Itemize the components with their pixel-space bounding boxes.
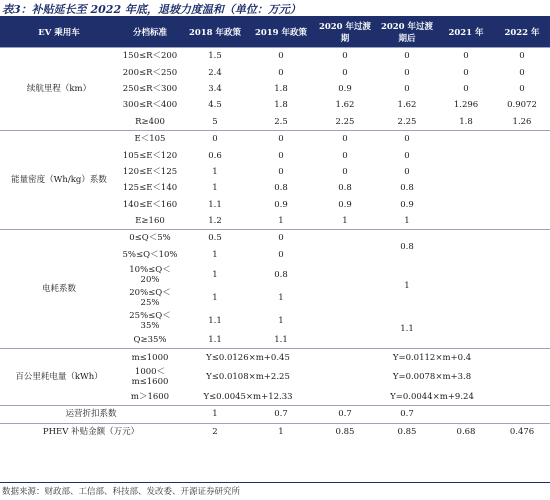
empty-cell	[494, 197, 550, 213]
value-cell: 2.5	[274, 116, 288, 127]
source-note: 数据来源：财政部、工信部、科技部、发改委、开源证券研究所	[2, 487, 241, 497]
value-cell: 1	[278, 292, 284, 303]
formula-cell: Y=0.0078×m+3.8	[392, 372, 472, 383]
value-cell: 0.85	[376, 423, 438, 440]
value-cell: 0	[404, 67, 410, 78]
value-cell: 1	[212, 166, 218, 177]
tier-cell: 0≤Q＜5%	[118, 230, 182, 247]
empty-cell	[314, 286, 376, 309]
value-cell: 0.8	[274, 183, 288, 194]
value-cell: 1.62	[335, 100, 355, 111]
formula-cell: Y=0.0112×m+0.4	[314, 349, 550, 366]
empty-cell	[314, 247, 376, 263]
value-cell: 3.4	[208, 83, 222, 94]
value-cell: 5	[212, 116, 218, 127]
merged-value-cell: 0.8	[376, 230, 438, 263]
category-label: PHEV 补贴金额（万元）	[0, 423, 182, 440]
value-cell: 0	[463, 67, 469, 78]
tier-cell: 5%≤Q＜10%	[122, 249, 178, 260]
value-cell: 0	[376, 48, 438, 65]
value-cell: 2.25	[335, 116, 355, 127]
value-cell: 0.8	[274, 269, 288, 280]
tier-cell: 150≤R＜200	[118, 48, 182, 65]
tier-cell: 25%≤Q＜35%	[129, 310, 171, 331]
value-cell: 0.6	[208, 150, 222, 161]
table-bottom-rule	[0, 482, 550, 483]
empty-cell	[494, 332, 550, 349]
empty-cell	[438, 286, 494, 309]
value-cell: 0	[376, 130, 438, 147]
value-cell: 0.7	[248, 406, 314, 423]
empty-cell	[494, 247, 550, 263]
header-cell: 2019 年政策	[248, 18, 314, 48]
tier-cell: R≥400	[135, 116, 165, 127]
value-cell: 1.5	[182, 48, 248, 65]
value-cell: 1	[212, 183, 218, 194]
tier-cell: m≤1000	[118, 349, 182, 366]
value-cell: 0.8	[400, 183, 414, 194]
value-cell: 0.9	[400, 199, 414, 210]
merged-value-cell: 1.1	[400, 323, 414, 334]
tier-cell: 250≤R＜300	[122, 83, 178, 94]
value-cell: 1	[212, 292, 218, 303]
table-row	[0, 230, 550, 247]
value-cell: 4.5	[208, 100, 222, 111]
value-cell: 0	[519, 67, 525, 78]
value-cell: 1.8	[274, 100, 288, 111]
value-cell: 1.1	[274, 335, 288, 346]
empty-cell	[438, 197, 494, 213]
value-cell: 0	[404, 83, 410, 94]
value-cell: 2	[182, 423, 248, 440]
table-row	[0, 423, 550, 440]
table-row	[0, 130, 550, 147]
value-cell: 1.2	[208, 216, 222, 227]
empty-cell	[494, 130, 550, 147]
value-cell: 0.8	[338, 183, 352, 194]
subsidy-table	[0, 18, 550, 440]
value-cell: 1.8	[459, 116, 473, 127]
empty-cell	[314, 263, 376, 286]
header-row	[0, 18, 550, 48]
empty-cell	[438, 309, 494, 332]
value-cell: 2.4	[208, 67, 222, 78]
empty-cell	[494, 406, 550, 423]
header-cell: 2021 年	[438, 18, 494, 48]
value-cell: 1	[182, 406, 248, 423]
value-cell: 0	[438, 48, 494, 65]
merged-value-cell: 1	[404, 281, 410, 292]
empty-cell	[438, 180, 494, 196]
value-cell: 1.1	[208, 199, 222, 210]
tier-cell: 20%≤Q＜25%	[129, 287, 171, 308]
value-cell: 1.26	[512, 116, 532, 127]
tier-cell: 1000＜m≤1600	[131, 367, 169, 388]
header-cell: 2020 年过渡期	[314, 18, 376, 48]
empty-cell	[494, 309, 550, 332]
value-cell: 0	[404, 166, 410, 177]
tier-cell: m＞1600	[130, 392, 170, 403]
tier-cell: 10%≤Q＜20%	[129, 264, 171, 285]
value-cell: 0	[278, 150, 284, 161]
tier-cell: 125≤E＜140	[122, 183, 178, 194]
value-cell: 0.85	[314, 423, 376, 440]
formula-cell: Y≤0.0045×m+12.33	[203, 392, 293, 403]
category-label: 续航里程（km）	[0, 48, 118, 131]
value-cell: 0	[278, 249, 284, 260]
empty-cell	[438, 230, 494, 247]
value-cell: 1	[342, 216, 348, 227]
value-cell: 0	[182, 130, 248, 147]
tier-cell: 300≤R＜400	[122, 100, 178, 111]
header-cell: 分档标准	[118, 18, 182, 48]
value-cell: 0	[314, 48, 376, 65]
header-cell: 2018 年政策	[182, 18, 248, 48]
tier-cell: 105≤E＜120	[122, 150, 178, 161]
tier-cell: 120≤E＜125	[122, 166, 178, 177]
value-cell: 1	[212, 269, 218, 280]
empty-cell	[494, 164, 550, 180]
empty-cell	[494, 213, 550, 230]
category-label: 百公里耗电量（kWh）	[0, 349, 118, 406]
value-cell: 0.9	[338, 83, 352, 94]
empty-cell	[438, 406, 494, 423]
formula-cell: Y=0.0044×m+9.24	[390, 392, 474, 403]
value-cell: 1	[404, 216, 410, 227]
value-cell: 0	[314, 130, 376, 147]
value-cell: 1.296	[453, 100, 479, 111]
table-row	[0, 48, 550, 65]
value-cell: 0.9	[274, 199, 288, 210]
category-label: 运营折扣系数	[0, 406, 182, 423]
empty-cell	[438, 213, 494, 230]
value-cell: 0.9072	[507, 100, 537, 111]
value-cell: 0.7	[376, 406, 438, 423]
tier-cell: 140≤E＜160	[122, 199, 178, 210]
empty-cell	[438, 332, 494, 349]
category-label: 电耗系数	[0, 230, 118, 349]
value-cell: 0	[342, 166, 348, 177]
category-label: 能量密度（Wh/kg）系数	[0, 130, 118, 229]
value-cell: 0	[494, 48, 550, 65]
tier-cell: 200≤R＜250	[122, 67, 178, 78]
value-cell: 0	[404, 150, 410, 161]
empty-cell	[438, 164, 494, 180]
value-cell: 0	[278, 166, 284, 177]
value-cell: 2.25	[397, 116, 417, 127]
header-cell: 2022 年	[494, 18, 550, 48]
value-cell: 0	[248, 48, 314, 65]
formula-cell: Y≤0.0126×m+0.45	[182, 349, 314, 366]
value-cell: 0.5	[182, 230, 248, 247]
value-cell: 1	[278, 315, 284, 326]
value-cell: 1.1	[208, 335, 222, 346]
table-row	[0, 349, 550, 366]
value-cell: 0.9	[338, 199, 352, 210]
empty-cell	[438, 130, 494, 147]
empty-cell	[438, 263, 494, 286]
value-cell: 1	[278, 216, 284, 227]
value-cell: 1.1	[208, 315, 222, 326]
value-cell: 0.68	[438, 423, 494, 440]
empty-cell	[494, 230, 550, 247]
empty-cell	[438, 147, 494, 163]
empty-cell	[438, 247, 494, 263]
empty-cell	[314, 332, 376, 349]
empty-cell	[494, 263, 550, 286]
value-cell: 1	[248, 423, 314, 440]
value-cell: 1	[212, 249, 218, 260]
empty-cell	[494, 286, 550, 309]
value-cell: 0	[248, 230, 314, 247]
formula-cell: Y≤0.0108×m+2.25	[206, 372, 290, 383]
table-row	[0, 406, 550, 423]
value-cell: 1.8	[274, 83, 288, 94]
value-cell: 1.62	[397, 100, 417, 111]
empty-cell	[494, 147, 550, 163]
value-cell: 0	[342, 150, 348, 161]
value-cell: 0	[519, 83, 525, 94]
header-cell: EV 乘用车	[0, 18, 118, 48]
value-cell: 0	[248, 130, 314, 147]
value-cell: 0	[463, 83, 469, 94]
empty-cell	[314, 230, 376, 247]
tier-cell: E≥160	[135, 216, 165, 227]
table-title: 表3：补贴延长至 2022 年底，退坡力度温和（单位：万元）	[2, 3, 301, 16]
empty-cell	[314, 309, 376, 332]
tier-cell: Q≥35%	[133, 335, 167, 346]
empty-cell	[494, 180, 550, 196]
header-cell: 2020 年过渡期后	[376, 18, 438, 48]
value-cell: 0.7	[314, 406, 376, 423]
value-cell: 0.476	[494, 423, 550, 440]
value-cell: 0	[342, 67, 348, 78]
tier-cell: E＜105	[118, 130, 182, 147]
value-cell: 0	[278, 67, 284, 78]
